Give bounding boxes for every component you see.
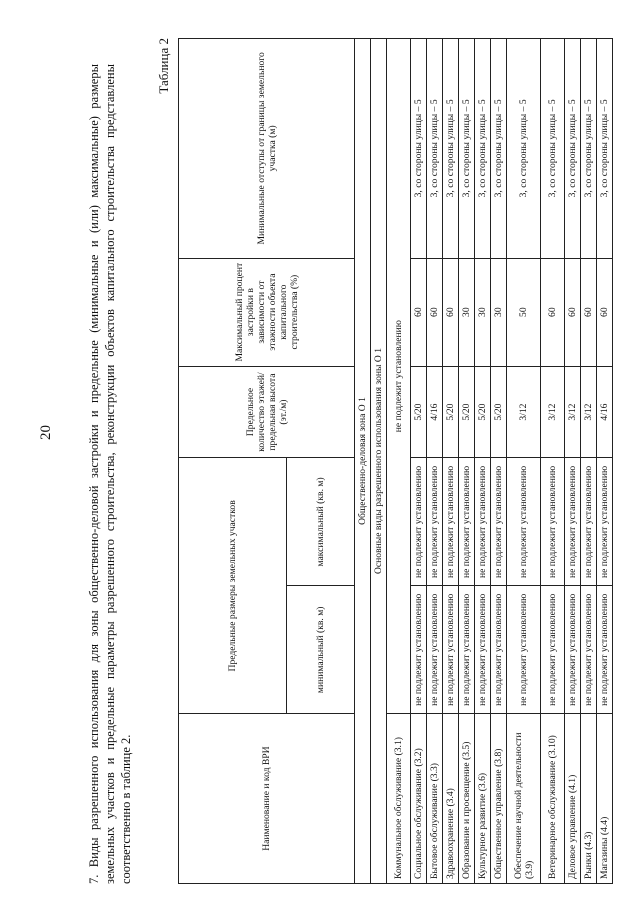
cell-min: не подлежит установлению — [443, 586, 459, 714]
cell-setbacks: 3, со стороны улицы – 5 — [581, 39, 597, 259]
cell-min: не подлежит установлению — [597, 586, 613, 714]
cell-name: Общественное управление (3.8) — [491, 714, 507, 884]
cell-coverage: 60 — [597, 258, 613, 366]
cell-merged: не подлежит установлению — [387, 39, 411, 714]
cell-floors: 3/12 — [581, 366, 597, 458]
table-row — [459, 39, 475, 884]
cell-coverage: 30 — [475, 258, 491, 366]
cell-floors: 5/20 — [475, 366, 491, 458]
cell-setbacks: 3, со стороны улицы – 5 — [507, 39, 541, 259]
cell-floors: 3/12 — [541, 366, 565, 458]
header-setbacks: Минимальные отступы от границы земельного участка (м) — [179, 39, 355, 259]
cell-min: не подлежит установлению — [581, 586, 597, 714]
cell-name: Деловое управление (4.1) — [565, 714, 581, 884]
header-name: Наименование и код ВРИ — [179, 714, 355, 884]
cell-name: Образование и просвещение (3.5) — [459, 714, 475, 884]
cell-coverage: 60 — [443, 258, 459, 366]
table-row — [565, 39, 581, 884]
cell-floors: 5/20 — [443, 366, 459, 458]
cell-setbacks: 3, со стороны улицы – 5 — [565, 39, 581, 259]
cell-name: Обеспечение научной деятельности (3.9) — [507, 714, 541, 884]
table-row — [581, 39, 597, 884]
cell-max: не подлежит установлению — [459, 458, 475, 586]
cell-name: Коммунальное обслуживание (3.1) — [387, 714, 411, 884]
cell-floors: 3/12 — [565, 366, 581, 458]
cell-floors: 5/20 — [459, 366, 475, 458]
cell-setbacks: 3, со стороны улицы – 5 — [411, 39, 427, 259]
cell-coverage: 30 — [491, 258, 507, 366]
cell-max: не подлежит установлению — [565, 458, 581, 586]
cell-setbacks: 3, со стороны улицы – 5 — [541, 39, 565, 259]
cell-min: не подлежит установлению — [475, 586, 491, 714]
cell-coverage: 50 — [507, 258, 541, 366]
cell-min: не подлежит установлению — [541, 586, 565, 714]
cell-max: не подлежит установлению — [597, 458, 613, 586]
cell-min: не подлежит установлению — [411, 586, 427, 714]
table-row — [411, 39, 427, 884]
cell-min: не подлежит установлению — [565, 586, 581, 714]
header-floors: Предельное количество этажей/ предельная высота (эт./м) — [179, 366, 355, 458]
cell-name: Бытовое обслуживание (3.3) — [427, 714, 443, 884]
cell-name: Ветеринарное обслуживание (3.10) — [541, 714, 565, 884]
cell-max: не подлежит установлению — [475, 458, 491, 586]
cell-floors: 4/16 — [427, 366, 443, 458]
header-min: минимальный (кв. м) — [287, 586, 355, 714]
table-row — [597, 39, 613, 884]
cell-coverage: 30 — [459, 258, 475, 366]
header-coverage: Максимальный процент застройки в зависимости от этажности объекта капитального строительства (%) — [179, 258, 355, 366]
cell-coverage: 60 — [411, 258, 427, 366]
cell-max: не подлежит установлению — [491, 458, 507, 586]
cell-coverage: 60 — [581, 258, 597, 366]
header-max: максимальный (кв. м) — [287, 458, 355, 586]
table-row — [427, 39, 443, 884]
table-row — [443, 39, 459, 884]
cell-setbacks: 3, со стороны улицы – 5 — [475, 39, 491, 259]
cell-max: не подлежит установлению — [541, 458, 565, 586]
cell-setbacks: 3, со стороны улицы – 5 — [597, 39, 613, 259]
table-row — [475, 39, 491, 884]
cell-name: Магазины (4.4) — [597, 714, 613, 884]
cell-coverage: 60 — [565, 258, 581, 366]
cell-min: не подлежит установлению — [459, 586, 475, 714]
cell-max: не подлежит установлению — [427, 458, 443, 586]
table-row — [507, 39, 541, 884]
table-row — [491, 39, 507, 884]
cell-max: не подлежит установлению — [411, 458, 427, 586]
cell-floors: 4/16 — [597, 366, 613, 458]
cell-name: Здравоохранение (3.4) — [443, 714, 459, 884]
cell-name: Рынки (4.3) — [581, 714, 597, 884]
parameters-table — [178, 38, 613, 884]
table-row — [387, 39, 411, 884]
cell-floors: 3/12 — [507, 366, 541, 458]
cell-min: не подлежит установлению — [427, 586, 443, 714]
zone-subheading: Основные виды разрешенного использования зоны О 1 — [371, 39, 387, 884]
table-label: Таблица 2 — [156, 38, 171, 94]
cell-max: не подлежит установлению — [443, 458, 459, 586]
cell-setbacks: 3, со стороны улицы – 5 — [427, 39, 443, 259]
cell-setbacks: 3, со стороны улицы – 5 — [459, 39, 475, 259]
cell-floors: 5/20 — [411, 366, 427, 458]
header-land-sizes: Предельные размеры земельных участков — [179, 458, 287, 714]
rotated-content — [86, 18, 610, 884]
cell-name: Социальное обслуживание (3.2) — [411, 714, 427, 884]
cell-min: не подлежит установлению — [507, 586, 541, 714]
cell-coverage: 60 — [427, 258, 443, 366]
zone-title: Общественно-деловая зона О 1 — [355, 39, 371, 884]
table-row — [541, 39, 565, 884]
cell-name: Культурное развитие (3.6) — [475, 714, 491, 884]
cell-floors: 5/20 — [491, 366, 507, 458]
cell-setbacks: 3, со стороны улицы – 5 — [443, 39, 459, 259]
cell-min: не подлежит установлению — [491, 586, 507, 714]
cell-max: не подлежит установлению — [581, 458, 597, 586]
cell-max: не подлежит установлению — [507, 458, 541, 586]
page-number: 20 — [38, 425, 54, 440]
cell-setbacks: 3, со стороны улицы – 5 — [491, 39, 507, 259]
cell-coverage: 60 — [541, 258, 565, 366]
section-intro: 7. Виды разрешенного использования для зоны общественно-деловой застройки и предельные (минимальные и (или) максимальные) размеры земельных участков и предельные параметры разрешенного строительства, реконструкции объектов капитального строительства представлены соответственно в таблице 2. — [87, 64, 133, 884]
